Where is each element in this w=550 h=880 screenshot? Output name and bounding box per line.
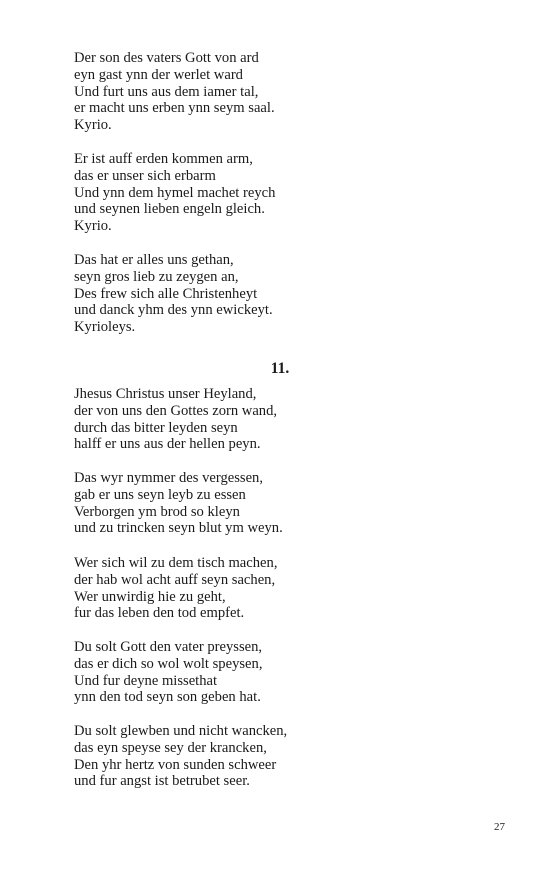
verse-line: Des frew sich alle Christenheyt (74, 285, 258, 302)
stanza (74, 555, 277, 622)
verse-line: fur das leben den tod empfet. (74, 605, 245, 622)
verse-line: gab er uns seyn leyb zu essen (74, 486, 246, 503)
stanza (74, 50, 275, 134)
verse-line: Er ist auff erden kommen arm, (74, 151, 253, 167)
verse-line: Kyrioleys. (74, 319, 136, 336)
verse-line: Du solt Gott den vater preyssen, (74, 639, 263, 655)
verse-line: Und furt uns aus dem iamer tal, (74, 83, 259, 100)
page-number: 27 (494, 821, 505, 833)
verse-line: und seynen lieben engeln gleich. (74, 201, 265, 218)
section-number-heading: 11. (270, 360, 290, 377)
stanza (74, 723, 287, 790)
verse-line: Kyrio. (74, 218, 112, 235)
verse-line: der von uns den Gottes zorn wand, (74, 402, 278, 419)
verse-line: Das hat er alles uns gethan, (74, 252, 234, 268)
verse-line: das er unser sich erbarm (74, 167, 216, 184)
verse-line: durch das bitter leyden seyn (74, 419, 238, 436)
verse-line: Das wyr nymmer des vergessen, (74, 470, 263, 486)
verse-line: seyn gros lieb zu zeygen an, (74, 268, 239, 285)
verse-line: Kyrio. (74, 117, 112, 134)
verse-line: eyn gast ynn der werlet ward (74, 66, 243, 83)
verse-line: Jhesus Christus unser Heyland, (74, 386, 257, 402)
verse-line: der hab wol acht auff seyn sachen, (74, 571, 276, 588)
verse-line: Und ynn dem hymel machet reych (74, 184, 276, 201)
stanza (74, 470, 283, 537)
verse-line: halff er uns aus der hellen peyn. (74, 436, 261, 453)
verse-line: Der son des vaters Gott von ard (74, 50, 259, 66)
verse-line: Wer sich wil zu dem tisch machen, (74, 555, 278, 571)
stanza (74, 386, 277, 453)
verse-line: ynn den tod seyn son geben hat. (74, 689, 261, 706)
verse-line: und danck yhm des ynn ewickeyt. (74, 302, 273, 319)
verse-line: Wer unwirdig hie zu geht, (74, 588, 226, 605)
verse-line: Verborgen ym brod so kleyn (74, 503, 240, 520)
verse-line: das er dich so wol wolt speysen, (74, 655, 263, 672)
stanza (74, 639, 262, 706)
stanza (74, 151, 275, 235)
verse-line: und zu trincken seyn blut ym weyn. (74, 520, 283, 537)
verse-line: und fur angst ist betrubet seer. (74, 773, 250, 790)
stanza (74, 252, 273, 336)
verse-line: Du solt glewben und nicht wancken, (74, 723, 288, 739)
verse-line: Den yhr hertz von sunden schweer (74, 756, 277, 773)
verse-line: er macht uns erben ynn seym saal. (74, 100, 275, 117)
verse-line: das eyn speyse sey der krancken, (74, 739, 267, 756)
verse-line: Und fur deyne missethat (74, 672, 218, 689)
